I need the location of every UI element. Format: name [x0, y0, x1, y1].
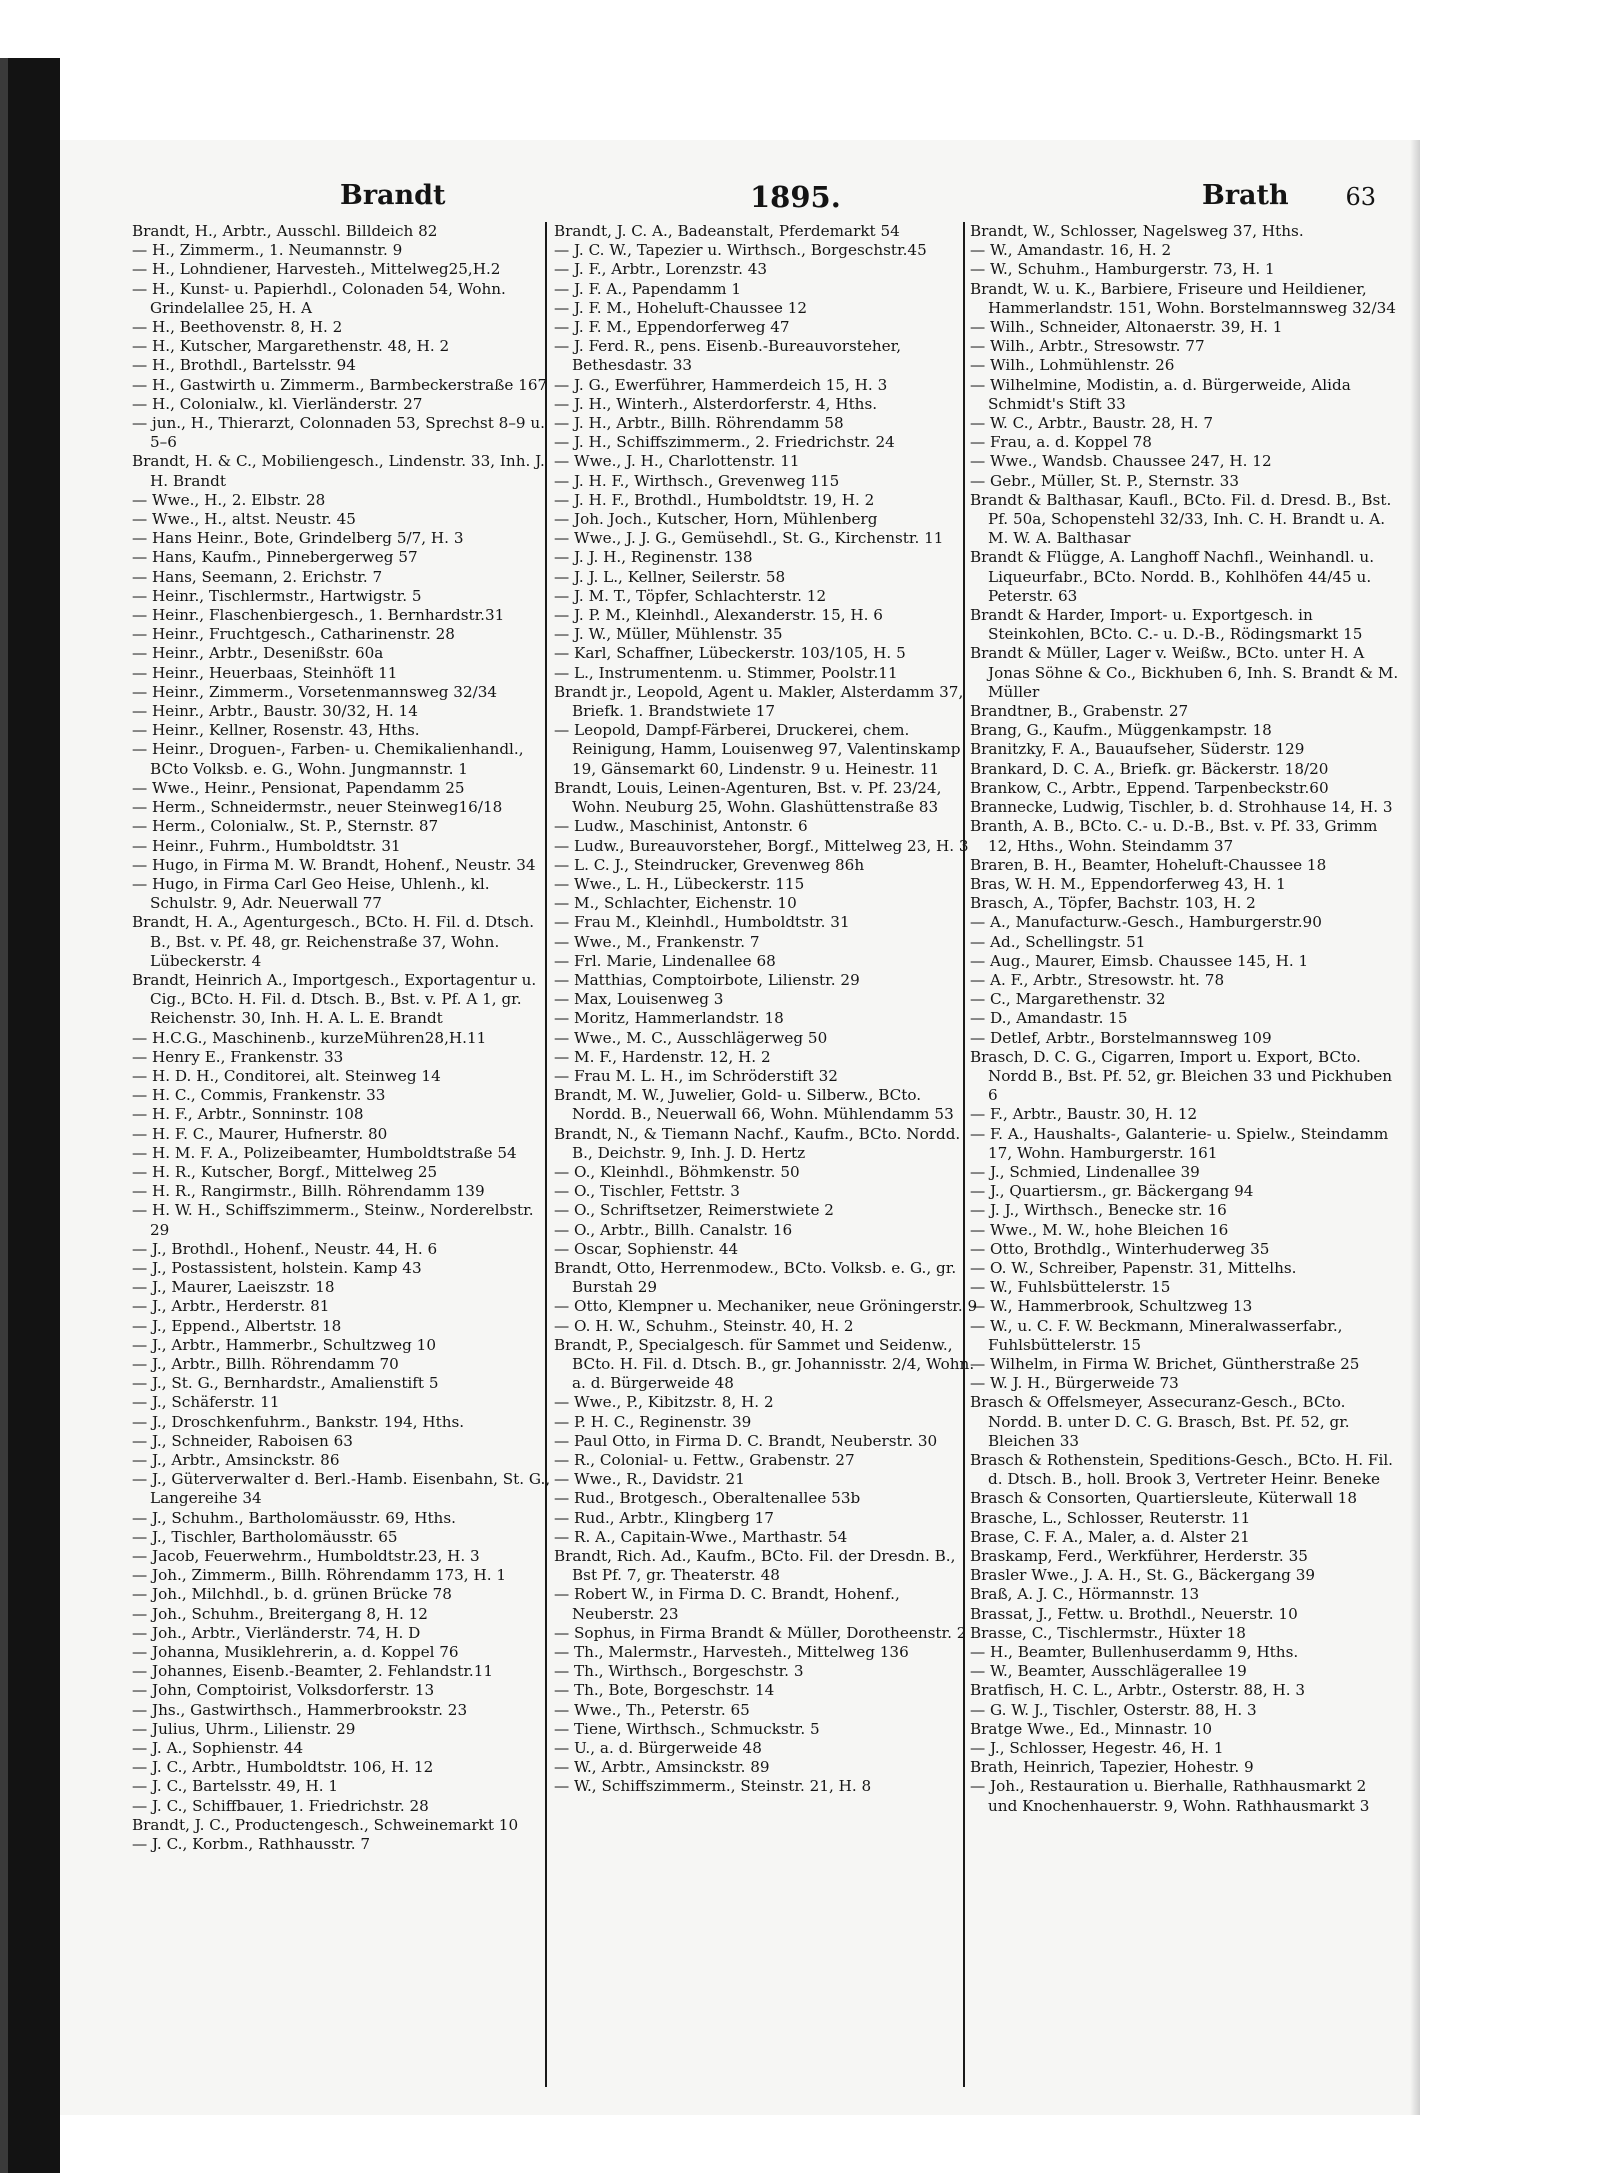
- directory-entry: — Moritz, Hammerlandstr. 18: [554, 1009, 784, 1028]
- directory-entry: — Wilhelm, in Firma W. Brichet, Güntherstraße 25: [970, 1354, 1360, 1373]
- directory-entry: — Max, Louisenweg 3: [554, 990, 724, 1009]
- directory-entry: — H., Beamter, Bullenhuserdamm 9, Hths.: [970, 1643, 1299, 1662]
- directory-entry: — O., Arbtr., Billh. Canalstr. 16: [554, 1220, 793, 1239]
- directory-entry: — Heinr., Zimmerm., Vorsetenmannsweg 32/34: [132, 682, 498, 701]
- directory-entry: Bras, W. H. M., Eppendorferweg 43, H. 1: [970, 874, 1286, 893]
- directory-entry: — J., Arbtr., Herderstr. 81: [132, 1297, 330, 1316]
- directory-entry: — Hans, Kaufm., Pinnebergerweg 57: [132, 548, 418, 567]
- directory-entry: — Wilhelmine, Modistin, a. d. Bürgerweide, Alida Schmidt's Stift 33: [970, 375, 1351, 413]
- directory-entry: — Ad., Schellingstr. 51: [970, 932, 1146, 951]
- page-edge-shadow: [1410, 140, 1420, 2115]
- directory-entry: Brandt jr., Leopold, Agent u. Makler, Alsterdamm 37, Briefk. 1. Brandstwiete 17: [554, 682, 964, 721]
- directory-entry: — Joh., Arbtr., Vierländerstr. 74, H. D: [132, 1623, 421, 1642]
- directory-entry: — Joh. Joch., Kutscher, Horn, Mühlenberg: [554, 510, 878, 529]
- directory-entry: — G. W. J., Tischler, Osterstr. 88, H. 3: [970, 1700, 1257, 1719]
- directory-entry: — H., Lohndiener, Harvesteh., Mittelweg25,H.2: [132, 260, 501, 279]
- directory-entry: Brasch, D. C. G., Cigarren, Import u. Export, BCto. Nordd B., Bst. Pf. 52, gr. Bleichen 33 und Pickhuben 6: [970, 1047, 1393, 1105]
- directory-entry: — H. C., Commis, Frankenstr. 33: [132, 1086, 386, 1105]
- directory-entry: — H., Zimmerm., 1. Neumannstr. 9: [132, 241, 403, 260]
- directory-entry: — J., Güterverwalter d. Berl.-Hamb. Eisenbahn, St. G., Langereihe 34: [132, 1470, 551, 1508]
- directory-entry: — Joh., Schuhm., Breitergang 8, H. 12: [132, 1604, 428, 1623]
- directory-entry: — J. C., Korbm., Rathhausstr. 7: [132, 1835, 371, 1854]
- directory-entry: — W., Beamter, Ausschlägerallee 19: [970, 1662, 1247, 1681]
- directory-entry: — Otto, Brothdlg., Winterhuderweg 35: [970, 1239, 1270, 1258]
- directory-entry: Braren, B. H., Beamter, Hoheluft-Chaussee 18: [970, 855, 1327, 874]
- directory-entry: — H. R., Rangirmstr., Billh. Röhrendamm 139: [132, 1182, 485, 1201]
- directory-entry: Brandt & Flügge, A. Langhoff Nachfl., Weinhandl. u. Liqueurfabr., BCto. Nordd. B., Kohlhöfen 44/45 u. Peterstr. 63: [970, 548, 1375, 605]
- directory-entry: Brannecke, Ludwig, Tischler, b. d. Strohhause 14, H. 3: [970, 798, 1393, 817]
- directory-entry: Brandt, N., & Tiemann Nachf., Kaufm., BCto. Nordd. B., Deichstr. 9, Inh. J. D. Hertz: [554, 1124, 961, 1162]
- directory-entry: — Paul Otto, in Firma D. C. Brandt, Neuberstr. 30: [554, 1431, 938, 1450]
- directory-entry: Brasche, L., Schlosser, Reuterstr. 11: [970, 1508, 1251, 1527]
- directory-entry: — J. F. M., Hoheluft-Chaussee 12: [554, 298, 808, 317]
- directory-entry: — Jacob, Feuerwehrm., Humboldtstr.23, H. 3: [132, 1547, 480, 1566]
- directory-entry: Brath, Heinrich, Tapezier, Hohestr. 9: [970, 1758, 1254, 1777]
- directory-entry: — Hugo, in Firma M. W. Brandt, Hohenf., Neustr. 34: [132, 855, 536, 874]
- directory-entry: — H.C.G., Maschinenb., kurzeMühren28,H.11: [132, 1028, 487, 1047]
- column-1: [132, 222, 557, 2092]
- directory-entry: — Ludw., Maschinist, Antonstr. 6: [554, 817, 808, 836]
- directory-entry: — H. F., Arbtr., Sonninstr. 108: [132, 1105, 364, 1124]
- directory-entry: — J., Schlosser, Hegestr. 46, H. 1: [970, 1739, 1224, 1758]
- running-head: [130, 180, 1390, 220]
- directory-entry: Brandt, H. & C., Mobiliengesch., Lindenstr. 33, Inh. J. H. Brandt: [132, 452, 545, 490]
- directory-entry: Bratge Wwe., Ed., Minnastr. 10: [970, 1719, 1212, 1738]
- directory-entry: Brankow, C., Arbtr., Eppend. Tarpenbeckstr.60: [970, 778, 1329, 797]
- directory-entry: — J., Postassistent, holstein. Kamp 43: [132, 1258, 422, 1277]
- directory-entry: — H., Brothdl., Bartelsstr. 94: [132, 356, 356, 375]
- directory-entry: Brasse, C., Tischlermstr., Hüxter 18: [970, 1623, 1246, 1642]
- directory-entry: — J., Droschkenfuhrm., Bankstr. 194, Hths.: [132, 1412, 465, 1431]
- directory-entry: — W. C., Arbtr., Baustr. 28, H. 7: [970, 414, 1213, 433]
- directory-entry: — J. J. L., Kellner, Seilerstr. 58: [554, 567, 786, 586]
- directory-entry: — Joh., Milchhdl., b. d. grünen Brücke 78: [132, 1585, 452, 1604]
- directory-entry: Bratfisch, H. C. L., Arbtr., Osterstr. 88, H. 3: [970, 1681, 1306, 1700]
- directory-entry: — J. H., Arbtr., Billh. Röhrendamm 58: [554, 414, 844, 433]
- directory-entry: — W., u. C. F. W. Beckmann, Mineralwasserfabr., Fuhlsbüttelerstr. 15: [970, 1316, 1343, 1354]
- directory-entry: — M., Schlachter, Eichenstr. 10: [554, 894, 797, 913]
- directory-entry: — J., Schäferstr. 11: [132, 1393, 280, 1412]
- directory-entry: — Hans, Seemann, 2. Erichstr. 7: [132, 567, 383, 586]
- directory-entry: — J., St. G., Bernhardstr., Amalienstift 5: [132, 1374, 439, 1393]
- directory-entry: — Th., Bote, Borgeschstr. 14: [554, 1681, 775, 1700]
- directory-entry: — H. M. F. A., Polizeibeamter, Humboldtstraße 54: [132, 1143, 517, 1162]
- directory-entry: Brandt, J. C. A., Badeanstalt, Pferdemarkt 54: [554, 222, 900, 240]
- directory-entry: — jun., H., Thierarzt, Colonnaden 53, Sprechst 8–9 u. 5–6: [132, 414, 546, 452]
- directory-entry: — Wilh., Lohmühlenstr. 26: [970, 356, 1175, 375]
- directory-entry: Brang, G., Kaufm., Müggenkampstr. 18: [970, 721, 1272, 740]
- directory-entry: Braß, A. J. C., Hörmannstr. 13: [970, 1585, 1200, 1604]
- directory-entry: — Rud., Arbtr., Klingberg 17: [554, 1508, 774, 1527]
- directory-entry: — Wwe., P., Kibitzstr. 8, H. 2: [554, 1393, 774, 1412]
- directory-entry: — J. A., Sophienstr. 44: [132, 1739, 304, 1758]
- directory-entry: — Heinr., Fruchtgesch., Catharinenstr. 28: [132, 625, 455, 644]
- directory-entry: — Robert W., in Firma D. C. Brandt, Hohenf., Neuberstr. 23: [554, 1585, 900, 1623]
- directory-entry: — Wwe., Heinr., Pensionat, Papendamm 25: [132, 778, 465, 797]
- directory-entry: — J. W., Müller, Mühlenstr. 35: [554, 625, 783, 644]
- directory-entry: — Matthias, Comptoirbote, Lilienstr. 29: [554, 970, 860, 989]
- directory-entry: — Tiene, Wirthsch., Schmuckstr. 5: [554, 1719, 820, 1738]
- directory-entry: — Wwe., M. W., hohe Bleichen 16: [970, 1220, 1229, 1239]
- directory-entry: — Wwe., J. J. G., Gemüsehdl., St. G., Kirchenstr. 11: [554, 529, 944, 548]
- directory-entry: — M. F., Hardenstr. 12, H. 2: [554, 1047, 771, 1066]
- directory-entry: — W., Schiffszimmerm., Steinstr. 21, H. 8: [554, 1777, 872, 1796]
- directory-entry: — Wwe., Wandsb. Chaussee 247, H. 12: [970, 452, 1272, 471]
- directory-entry: — Wilh., Arbtr., Stresowstr. 77: [970, 337, 1205, 356]
- directory-entry: — Heinr., Droguen-, Farben- u. Chemikalienhandl., BCto Volksb. e. G., Wohn. Jungmannstr. 1: [132, 740, 524, 778]
- directory-entry: — Sophus, in Firma Brandt & Müller, Dorotheenstr. 2: [554, 1623, 967, 1642]
- directory-entry: — Oscar, Sophienstr. 44: [554, 1239, 739, 1258]
- directory-entry: — C., Margarethenstr. 32: [970, 990, 1166, 1009]
- directory-entry: — Wwe., J. H., Charlottenstr. 11: [554, 452, 800, 471]
- directory-entry: — Wwe., M., Frankenstr. 7: [554, 932, 760, 951]
- directory-entry: — L. C. J., Steindrucker, Grevenweg 86h: [554, 855, 865, 874]
- directory-entry: Brandt, J. C., Productengesch., Schweinemarkt 10: [132, 1815, 519, 1834]
- directory-page: [60, 140, 1420, 2115]
- directory-entry: — Wwe., R., Davidstr. 21: [554, 1470, 745, 1489]
- directory-entry: Braskamp, Ferd., Werkführer, Herderstr. 35: [970, 1547, 1308, 1566]
- directory-entry: — Johanna, Musiklehrerin, a. d. Koppel 76: [132, 1643, 459, 1662]
- directory-entry: — J. F. M., Eppendorferweg 47: [554, 318, 790, 337]
- directory-entry: Brandt & Müller, Lager v. Weißw., BCto. unter H. A Jonas Söhne & Co., Bickhuben 6, Inh. S. Brandt & M. Müller: [970, 644, 1399, 701]
- directory-entry: Brase, C. F. A., Maler, a. d. Alster 21: [970, 1527, 1250, 1546]
- directory-entry: — J. J., Wirthsch., Benecke str. 16: [970, 1201, 1227, 1220]
- directory-entry: — J. H. F., Brothdl., Humboldtstr. 19, H. 2: [554, 490, 875, 509]
- directory-entry: — J. H., Winterh., Alsterdorferstr. 4, Hths.: [554, 394, 878, 413]
- directory-entry: — Frau M. L. H., im Schröderstift 32: [554, 1066, 838, 1085]
- directory-entry: — Th., Wirthsch., Borgeschstr. 3: [554, 1662, 804, 1681]
- directory-entry: Brandt, M. W., Juwelier, Gold- u. Silberw., BCto. Nordd. B., Neuerwall 66, Wohn. Mühlendamm 53: [554, 1086, 954, 1124]
- directory-entry: Branitzky, F. A., Bauaufseher, Süderstr. 129: [970, 740, 1305, 759]
- directory-entry: — Julius, Uhrm., Lilienstr. 29: [132, 1719, 356, 1738]
- directory-entry: — Wwe., H., 2. Elbstr. 28: [132, 490, 326, 509]
- directory-entry: Brandtner, B., Grabenstr. 27: [970, 702, 1189, 721]
- directory-entry: — F., Arbtr., Baustr. 30, H. 12: [970, 1105, 1198, 1124]
- directory-entry: Brandt, Heinrich A., Importgesch., Exportagentur u. Cig., BCto. H. Fil. d. Dtsch. B., Bst. v. Pf. A 1, gr. Reichenstr. 30, Inh. H. A. L. E. Brandt: [132, 970, 537, 1028]
- directory-entry: — Joh., Zimmerm., Billh. Röhrendamm 173, H. 1: [132, 1566, 507, 1585]
- directory-entry: Brasch & Rothenstein, Speditions-Gesch., BCto. H. Fil. d. Dtsch. B., holl. Brook 3, Vertreter Heinr. Beneke: [970, 1451, 1394, 1489]
- directory-entry: — J. M. T., Töpfer, Schlachterstr. 12: [554, 586, 827, 605]
- directory-entry: — J., Quartiersm., gr. Bäckergang 94: [970, 1182, 1254, 1201]
- directory-entry: — Hans Heinr., Bote, Grindelberg 5/7, H. 3: [132, 529, 464, 548]
- head-left-keyword: Brandt: [340, 180, 446, 211]
- directory-entry: — O. H. W., Schuhm., Steinstr. 40, H. 2: [554, 1316, 854, 1335]
- directory-entry: — W., Amandastr. 16, H. 2: [970, 241, 1172, 260]
- directory-entry: Brandt, W., Schlosser, Nagelsweg 37, Hths.: [970, 222, 1304, 240]
- directory-entry: — J. G., Ewerführer, Hammerdeich 15, H. 3: [554, 375, 888, 394]
- directory-entry: — R., Colonial- u. Fettw., Grabenstr. 27: [554, 1451, 855, 1469]
- scan-binding-gutter: [0, 58, 8, 2173]
- directory-entry: — Herm., Colonialw., St. P., Sternstr. 87: [132, 817, 439, 836]
- directory-entry: — Wwe., L. H., Lübeckerstr. 115: [554, 874, 805, 893]
- directory-entry: — L., Instrumentenm. u. Stimmer, Poolstr.11: [554, 663, 898, 682]
- directory-entry: — J., Schneider, Raboisen 63: [132, 1431, 353, 1450]
- directory-entry: — Gebr., Müller, St. P., Sternstr. 33: [970, 471, 1240, 490]
- directory-entry: — Wwe., H., altst. Neustr. 45: [132, 510, 356, 529]
- directory-entry: — J. F. A., Papendamm 1: [554, 279, 742, 298]
- directory-entry: — J. P. M., Kleinhdl., Alexanderstr. 15, H. 6: [554, 606, 883, 625]
- directory-entry: — H. D. H., Conditorei, alt. Steinweg 14: [132, 1066, 441, 1085]
- directory-entry: Branth, A. B., BCto. C.- u. D.-B., Bst. v. Pf. 33, Grimm 12, Hths., Wohn. Steindamm 37: [970, 817, 1378, 855]
- directory-entry: — Rud., Brotgesch., Oberaltenallee 53b: [554, 1489, 861, 1508]
- directory-entry: — H. R., Kutscher, Borgf., Mittelweg 25: [132, 1162, 438, 1181]
- directory-entry: Brandt, Rich. Ad., Kaufm., BCto. Fil. der Dresdn. B., Bst Pf. 7, gr. Theaterstr. 48: [554, 1547, 956, 1585]
- directory-entry: Brandt, H., Arbtr., Ausschl. Billdeich 82: [132, 222, 438, 240]
- directory-entry: — F. A., Haushalts-, Galanterie- u. Spielw., Steindamm 17, Wohn. Hamburgerstr. 161: [970, 1124, 1389, 1162]
- directory-entry: Brandt, Louis, Leinen-Agenturen, Bst. v. Pf. 23/24, Wohn. Neuburg 25, Wohn. Glashüttenstraße 83: [554, 778, 942, 817]
- directory-entry: — W., Hammerbrook, Schultzweg 13: [970, 1297, 1253, 1316]
- directory-entry: — Johannes, Eisenb.-Beamter, 2. Fehlandstr.11: [132, 1662, 494, 1681]
- directory-entry: — J., Arbtr., Hammerbr., Schultzweg 10: [132, 1335, 436, 1354]
- directory-entry: — H., Kutscher, Margarethenstr. 48, H. 2: [132, 337, 450, 356]
- directory-entry: Brasch, A., Töpfer, Bachstr. 103, H. 2: [970, 894, 1256, 913]
- directory-entry: — H., Colonialw., kl. Vierländerstr. 27: [132, 394, 423, 413]
- directory-entry: — W., Schuhm., Hamburgerstr. 73, H. 1: [970, 260, 1275, 279]
- directory-entry: — Herm., Schneidermstr., neuer Steinweg16/18: [132, 798, 503, 817]
- directory-entry: — J., Arbtr., Amsinckstr. 86: [132, 1451, 340, 1469]
- head-year: 1895.: [750, 180, 841, 214]
- page-number: 63: [1345, 183, 1376, 211]
- directory-entry: Brandt, P., Specialgesch. für Sammet und Seidenw., BCto. H. Fil. d. Dtsch. B., gr. Johannisstr. 2/4, Wohn. a. d. Bürgerweide 48: [554, 1335, 975, 1393]
- directory-entry: — J. C. W., Tapezier u. Wirthsch., Borgeschstr.45: [554, 241, 927, 260]
- directory-entry: — Wilh., Schneider, Altonaerstr. 39, H. 1: [970, 318, 1283, 337]
- directory-entry: — H., Kunst- u. Papierhdl., Colonaden 54, Wohn. Grindelallee 25, H. A: [132, 279, 506, 317]
- directory-entry: Brasch & Consorten, Quartiersleute, Küterwall 18: [970, 1489, 1357, 1508]
- directory-entry: — H., Beethovenstr. 8, H. 2: [132, 318, 343, 337]
- directory-entry: — Heinr., Kellner, Rosenstr. 43, Hths.: [132, 721, 420, 740]
- directory-entry: — J., Brothdl., Hohenf., Neustr. 44, H. 6: [132, 1239, 438, 1258]
- directory-entry: — Henry E., Frankenstr. 33: [132, 1047, 344, 1066]
- directory-entry: — J. C., Arbtr., Humboldtstr. 106, H. 12: [132, 1758, 434, 1777]
- directory-entry: — Frau M., Kleinhdl., Humboldtstr. 31: [554, 913, 850, 932]
- directory-entry: Brasler Wwe., J. A. H., St. G., Bäckergang 39: [970, 1566, 1316, 1585]
- directory-entry: — O., Tischler, Fettstr. 3: [554, 1182, 740, 1201]
- directory-entry: — O., Kleinhdl., Böhmkenstr. 50: [554, 1162, 800, 1181]
- directory-entry: — W., Fuhlsbüttelerstr. 15: [970, 1278, 1171, 1297]
- directory-entry: — J. J. H., Reginenstr. 138: [554, 548, 753, 567]
- directory-entry: — U., a. d. Bürgerweide 48: [554, 1739, 762, 1758]
- directory-entry: — J., Maurer, Laeiszstr. 18: [132, 1278, 335, 1297]
- directory-entry: — P. H. C., Reginenstr. 39: [554, 1412, 752, 1431]
- directory-entry: — J. C., Schiffbauer, 1. Friedrichstr. 28: [132, 1796, 429, 1815]
- directory-entry: Brasch & Offelsmeyer, Assecuranz-Gesch., BCto. Nordd. B. unter D. C. G. Brasch, Bst. Pf. 52, gr. Bleichen 33: [970, 1393, 1350, 1450]
- directory-entry: — J., Tischler, Bartholomäusstr. 65: [132, 1527, 398, 1546]
- directory-entry: — Detlef, Arbtr., Borstelmannsweg 109: [970, 1028, 1272, 1047]
- directory-entry: — W. J. H., Bürgerweide 73: [970, 1374, 1179, 1393]
- directory-entry: Brandt & Harder, Import- u. Exportgesch. in Steinkohlen, BCto. C.- u. D.-B., Rödingsmarkt 15: [970, 606, 1363, 644]
- directory-entry: — A., Manufacturw.-Gesch., Hamburgerstr.90: [970, 913, 1322, 932]
- directory-entry: — Heinr., Tischlermstr., Hartwigstr. 5: [132, 586, 422, 605]
- directory-entry: — O. W., Schreiber, Papenstr. 31, Mittelhs.: [970, 1258, 1297, 1277]
- directory-entry: Brankard, D. C. A., Briefk. gr. Bäckerstr. 18/20: [970, 759, 1329, 778]
- directory-entry: Brandt, W. u. K., Barbiere, Friseure und Heildiener, Hammerlandstr. 151, Wohn. Borstelmannsweg 32/34: [970, 279, 1396, 317]
- directory-entry: Brandt, Otto, Herrenmodew., BCto. Volksb. e. G., gr. Burstah 29: [554, 1258, 957, 1297]
- scan-binding-edge: [0, 58, 60, 2173]
- directory-entry: — J., Eppend., Albertstr. 18: [132, 1316, 342, 1335]
- directory-entry: — H. W. H., Schiffszimmerm., Steinw., Norderelbstr. 29: [132, 1201, 534, 1239]
- directory-entry: — Heinr., Flaschenbiergesch., 1. Bernhardstr.31: [132, 606, 505, 625]
- directory-entry: — Heinr., Heuerbaas, Steinhöft 11: [132, 663, 398, 682]
- directory-entry: — W., Arbtr., Amsinckstr. 89: [554, 1758, 770, 1777]
- directory-entry: — Frau, a. d. Koppel 78: [970, 433, 1152, 452]
- directory-entry: — J., Arbtr., Billh. Röhrendamm 70: [132, 1354, 399, 1373]
- directory-entry: Brandt & Balthasar, Kaufl., BCto. Fil. d. Dresd. B., Bst. Pf. 50a, Schopenstehl 32/33, Inh. C. H. Brandt u. A. M. W. A. Balthasar: [970, 490, 1392, 548]
- head-right-keyword: Brath: [1202, 180, 1289, 211]
- directory-entry: — J. C., Bartelsstr. 49, H. 1: [132, 1777, 339, 1796]
- directory-entry: Brandt, H. A., Agenturgesch., BCto. H. Fil. d. Dtsch. B., Bst. v. Pf. 48, gr. Reichenstraße 37, Wohn. Lübeckerstr. 4: [132, 913, 535, 970]
- directory-entry: — Heinr., Fuhrm., Humboldtstr. 31: [132, 836, 401, 855]
- directory-entry: — John, Comptoirist, Volksdorferstr. 13: [132, 1681, 435, 1700]
- directory-entry: — A. F., Arbtr., Stresowstr. ht. 78: [970, 970, 1225, 989]
- directory-entry: — Heinr., Arbtr., Baustr. 30/32, H. 14: [132, 702, 418, 721]
- column-2: [554, 222, 979, 2092]
- directory-entry: — Joh., Restauration u. Bierhalle, Rathhausmarkt 2 und Knochenhauerstr. 9, Wohn. Rathhausmarkt 3: [970, 1777, 1370, 1815]
- column-3: [970, 222, 1400, 2092]
- directory-entry: — Heinr., Arbtr., Desenißstr. 60a: [132, 644, 384, 663]
- directory-entry: — Ludw., Bureauvorsteher, Borgf., Mittelweg 23, H. 3: [554, 836, 969, 855]
- directory-entry: — O., Schriftsetzer, Reimerstwiete 2: [554, 1201, 834, 1220]
- directory-entry: — Jhs., Gastwirthsch., Hammerbrookstr. 23: [132, 1700, 468, 1719]
- directory-entry: — J. H. F., Wirthsch., Grevenweg 115: [554, 471, 840, 490]
- directory-entry: — Leopold, Dampf-Färberei, Druckerei, chem. Reinigung, Hamm, Louisenweg 97, Valentinskamp 19, Gänsemarkt 60, Lindenstr. 9 u. Heinestr. 11: [554, 721, 961, 778]
- directory-entry: — J. F., Arbtr., Lorenzstr. 43: [554, 260, 768, 279]
- directory-entry: — R. A., Capitain-Wwe., Marthastr. 54: [554, 1527, 848, 1546]
- directory-entry: — J. H., Schiffszimmerm., 2. Friedrichstr. 24: [554, 433, 895, 452]
- directory-entry: — H., Gastwirth u. Zimmerm., Barmbeckerstraße 167: [132, 375, 548, 394]
- directory-entry: Brassat, J., Fettw. u. Brothdl., Neuerstr. 10: [970, 1604, 1298, 1623]
- directory-entry: — Karl, Schaffner, Lübeckerstr. 103/105, H. 5: [554, 644, 906, 663]
- directory-entry: — H. F. C., Maurer, Hufnerstr. 80: [132, 1124, 388, 1143]
- directory-entry: — Frl. Marie, Lindenallee 68: [554, 951, 776, 970]
- directory-entry: — J. Ferd. R., pens. Eisenb.-Bureauvorsteher, Bethesdastr. 33: [554, 337, 902, 375]
- directory-entry: — J., Schuhm., Bartholomäusstr. 69, Hths.: [132, 1508, 456, 1527]
- directory-entry: — Aug., Maurer, Eimsb. Chaussee 145, H. 1: [970, 951, 1309, 970]
- directory-entry: — J., Schmied, Lindenallee 39: [970, 1162, 1200, 1181]
- directory-entry: — D., Amandastr. 15: [970, 1009, 1128, 1028]
- directory-entry: — Otto, Klempner u. Mechaniker, neue Gröningerstr. 9: [554, 1297, 978, 1316]
- directory-entry: — Th., Malermstr., Harvesteh., Mittelweg 136: [554, 1643, 909, 1662]
- directory-entry: — Hugo, in Firma Carl Geo Heise, Uhlenh., kl. Schulstr. 9, Adr. Neuerwall 77: [132, 874, 490, 913]
- directory-entry: — Wwe., Th., Peterstr. 65: [554, 1700, 750, 1719]
- directory-entry: — Wwe., M. C., Ausschlägerweg 50: [554, 1028, 828, 1047]
